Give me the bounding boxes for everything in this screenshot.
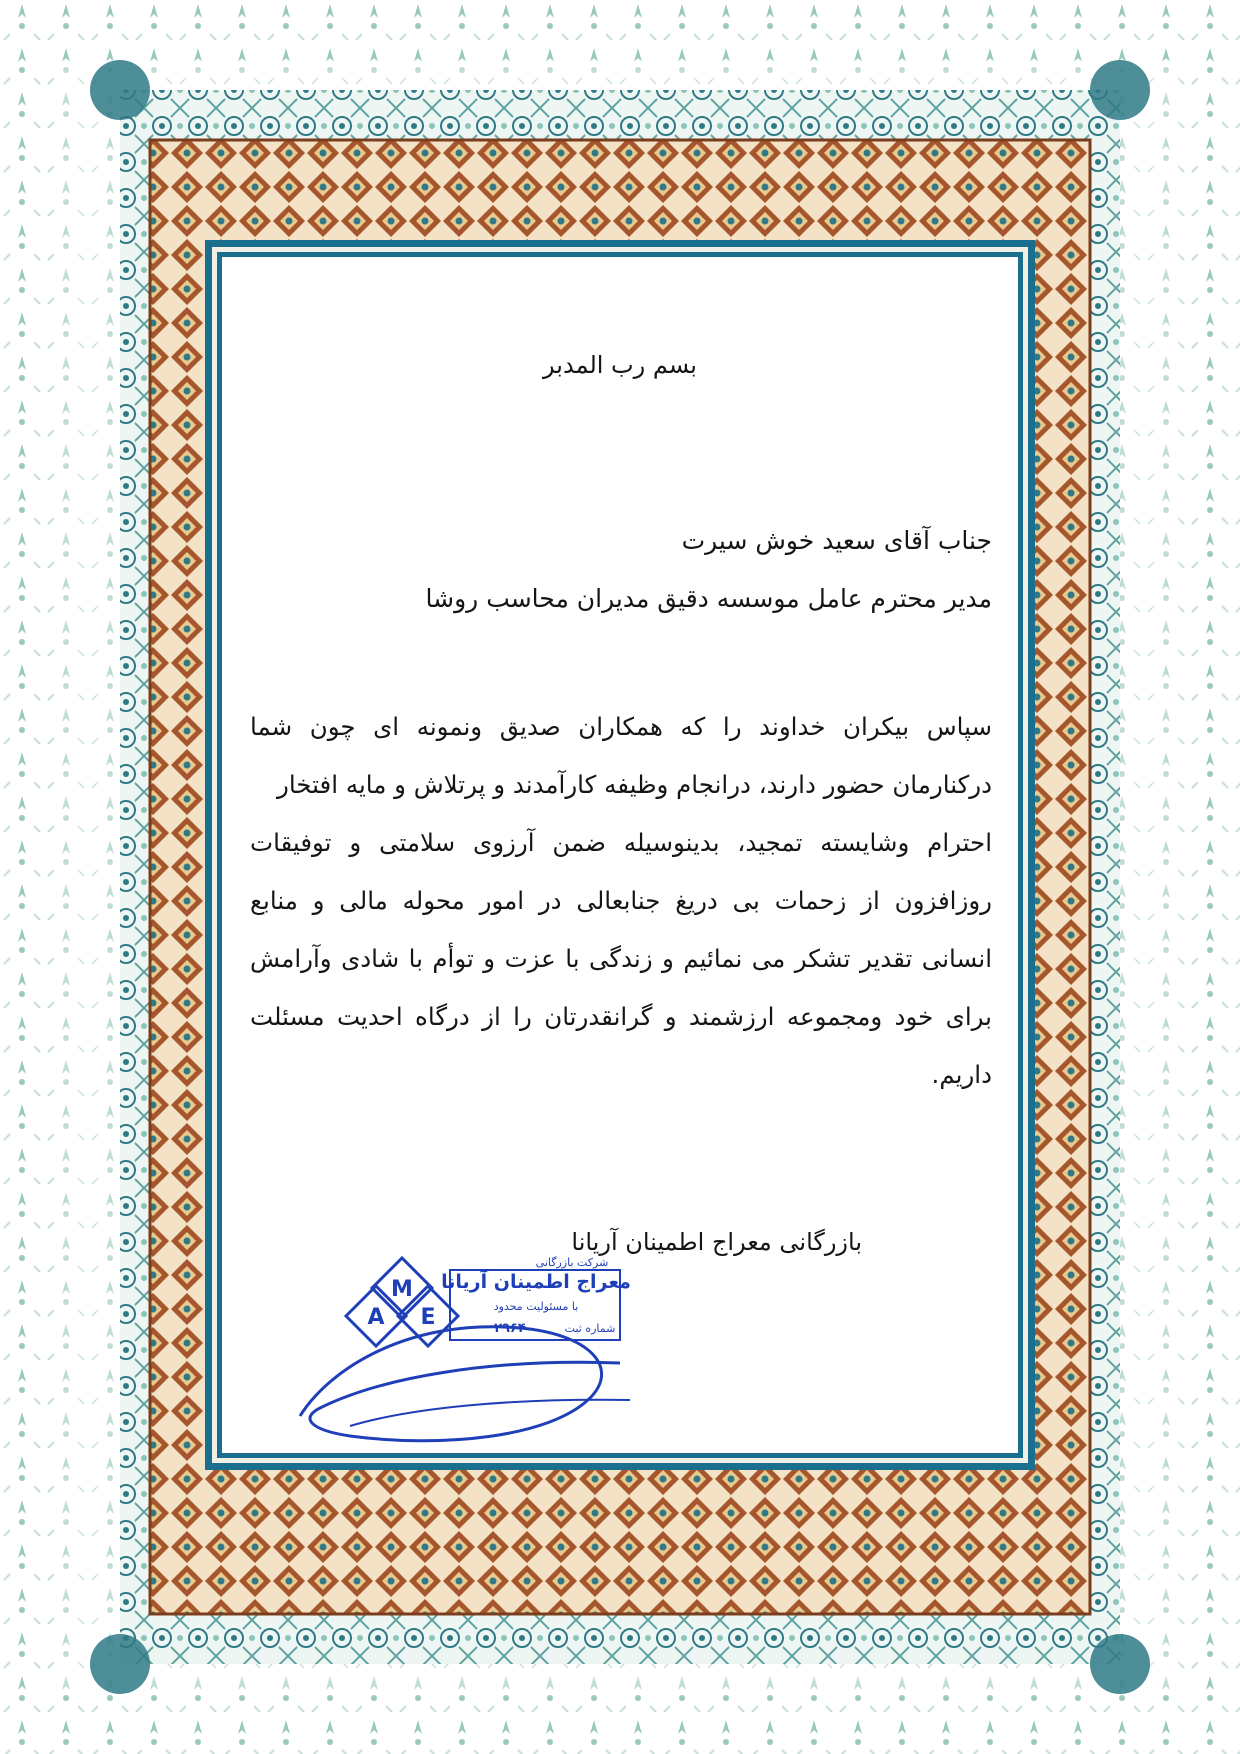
paragraph-2: احترام وشایسته تمجید، بدینوسیله ضمن آرزوی سلامتی و توفیقات روزافزون از زحمات بی دریغ جنابعالی در امور محوله مالی و منابع انسانی تقدیر تشکر می نمائیم و زندگی با عزت و توأم با شادی وآرامش برای خود ومجموعه ارزشمند و گرانقدرتان را از درگاه احدیت مسئلت داریم. — [250, 828, 992, 1089]
stamp-company-label: شرکت بازرگانی — [535, 1256, 609, 1269]
recipient-title: مدیر محترم عامل موسسه دقیق مدیران محاسب روشا — [425, 584, 992, 613]
stamp-company-name: معراج اطمینان آریانا — [441, 1271, 631, 1293]
paragraph-1: سپاس بیکران خداوند را که همکاران صدیق ونمونه ای چون شما درکنارمان حضور دارند، درانجام وظیفه کارآمدند و پرتلاش و مایه افتخار — [250, 712, 992, 799]
stamp-registration-label: شماره ثبت — [564, 1322, 616, 1335]
company-stamp — [290, 1248, 650, 1448]
bismillah-heading: بسم رب المدبر — [543, 351, 697, 379]
stamp-letter-e: E — [420, 1305, 436, 1330]
stamp-registration-number: ۲۹۶۴ — [494, 1321, 526, 1336]
stamp-letter-a: A — [367, 1305, 385, 1330]
signature-line: بازرگانی معراج اطمینان آریانا — [571, 1228, 862, 1256]
stamp-liability: با مسئولیت محدود — [493, 1300, 579, 1313]
stamp-letter-m: M — [391, 1277, 413, 1302]
letter-text — [250, 698, 992, 1104]
recipient-name: جناب آقای سعید خوش سیرت — [681, 526, 992, 555]
